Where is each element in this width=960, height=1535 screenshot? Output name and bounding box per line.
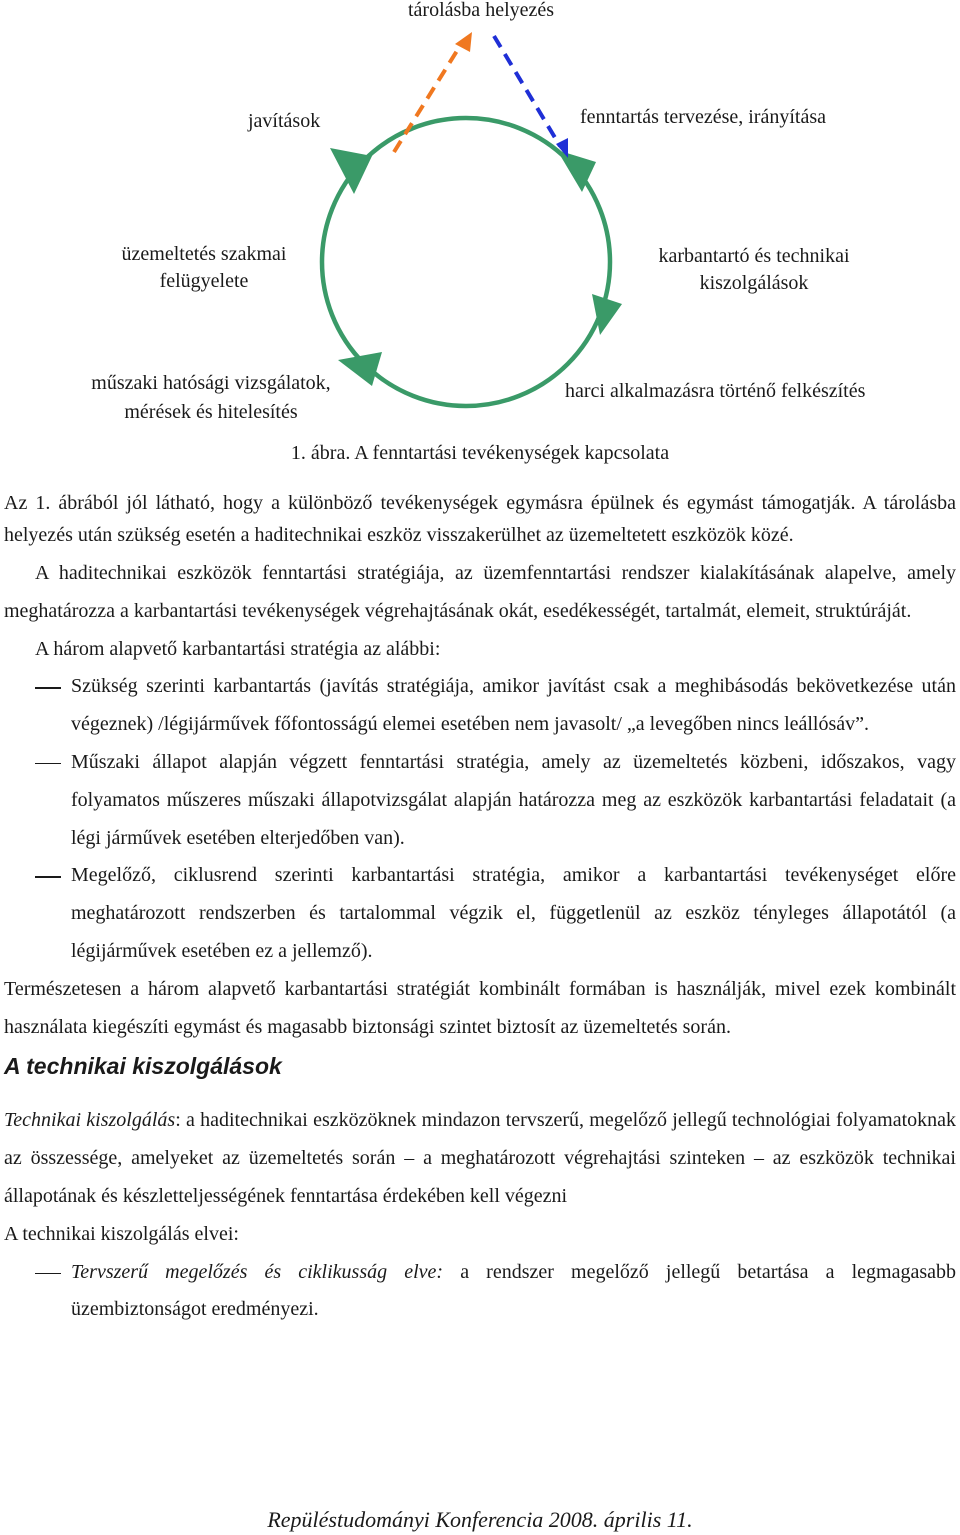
list-item: [4, 668, 956, 744]
maintenance-cycle-diagram: [0, 0, 960, 470]
body-text: [4, 487, 956, 1329]
label-services: [638, 243, 870, 297]
label-services-line1: karbantartó és technikai: [658, 245, 850, 267]
principle-text: a rendszer megelőző jellegű betartása a legmagasabb üzembiztonságot eredményezi.: [71, 1260, 956, 1321]
list-item-text: Műszaki állapot alapján végzett fenntartási stratégia, amely az üzemeltetés közbeni, időszakos, vagy folyamatos műszeres műszaki állapotvizsgálat alapján határozza meg az eszközök karbantartási feladatait (a légi járművek esetében elterjedőben van).: [71, 750, 956, 849]
label-planning: fenntartás tervezése, irányítása: [580, 106, 826, 128]
label-inspections-line2: mérések és hitelesítés: [124, 401, 298, 423]
list-item-text: Szükség szerinti karbantartás (javítás stratégiája, amikor javítást csak a meghibásodás bekövetkezése után végeznek) /légijárművek főfontosságú elemei esetében nem javasolt/ „a levegőben nincs leállósáv”.: [71, 675, 956, 736]
paragraph-2: A haditechnikai eszközök fenntartási stratégiája, az üzemfenntartási rendszer kialakításának alapelve, amely meghatározza a karbantartási tevékenységek végrehajtásának okát, esedékességét, tartalmát, elemeit, struktúráját.: [4, 562, 956, 622]
list-item-text: Megelőző, ciklusrend szerinti karbantartási stratégia, amikor a karbantartási tevékenységet előre meghatározott rendszerben és tartalommal végzik el, függetlenül az eszköz tényleges állapotától (a légijárművek esetében ez a jellemző).: [71, 864, 956, 962]
definition-text: : a haditechnikai eszközöknek mindazon tervszerű, megelőző jellegű technológiai folyamatoknak az összessége, amelyeket az üzemeltetés során – a meghatározott végrehajtási szinteken – az eszközök technikai állapotának és készletteljességének fenntartása érdekében kell végezni: [4, 1109, 956, 1207]
label-inspections-line1: műszaki hatósági vizsgálatok,: [91, 372, 331, 394]
orange-dashed-arrow: [394, 46, 460, 152]
principle-term: Tervszerű megelőzés és ciklikusság elve:: [71, 1260, 444, 1283]
label-supervision-line1: üzemeltetés szakmai: [121, 243, 287, 265]
paragraph-5: A technikai kiszolgálás elvei:: [4, 1222, 239, 1245]
page-footer: Repüléstudományi Konferencia 2008. április 11.: [267, 1507, 693, 1532]
label-readiness: harci alkalmazásra történő felkészítés: [565, 380, 866, 402]
definition-term: Technikai kiszolgálás: [4, 1109, 176, 1132]
label-supervision-line2: felügyelete: [159, 270, 249, 292]
label-storage: tárolásba helyezés: [408, 0, 555, 21]
paragraph-1: Az 1. ábrából jól látható, hogy a különböző tevékenységek egymásra épülnek és egymást támogatják. A tárolásba helyezés után szükség esetén a haditechnikai eszköz visszakerülhet az üzemeltetett eszközök közé.: [4, 492, 956, 546]
arrowhead-repairs: [330, 148, 372, 194]
label-services-line2: kiszolgálások: [699, 272, 809, 294]
arrowhead-services: [592, 294, 622, 335]
label-repairs: javítások: [248, 110, 321, 132]
list-item: [4, 744, 956, 857]
definition-paragraph: [4, 1102, 956, 1215]
section-heading: A technikai kiszolgálások: [4, 1053, 282, 1080]
label-inspections: [68, 369, 354, 427]
list-item: [4, 1254, 956, 1330]
paragraph-3: A három alapvető karbantartási stratégia az alábbi:: [35, 637, 441, 660]
figure-caption: 1. ábra. A fenntartási tevékenységek kapcsolata: [290, 442, 670, 464]
orange-arrowhead: [455, 32, 472, 52]
label-supervision: [100, 241, 308, 295]
list-item: [4, 857, 956, 970]
paragraph-4: Természetesen a három alapvető karbantartási stratégiát kombinált formában is használják, mivel ezek kombinált használata kiegészíti egymást és magasabb biztonsági szintet biztosít az üzemeltetés során.: [4, 977, 956, 1038]
